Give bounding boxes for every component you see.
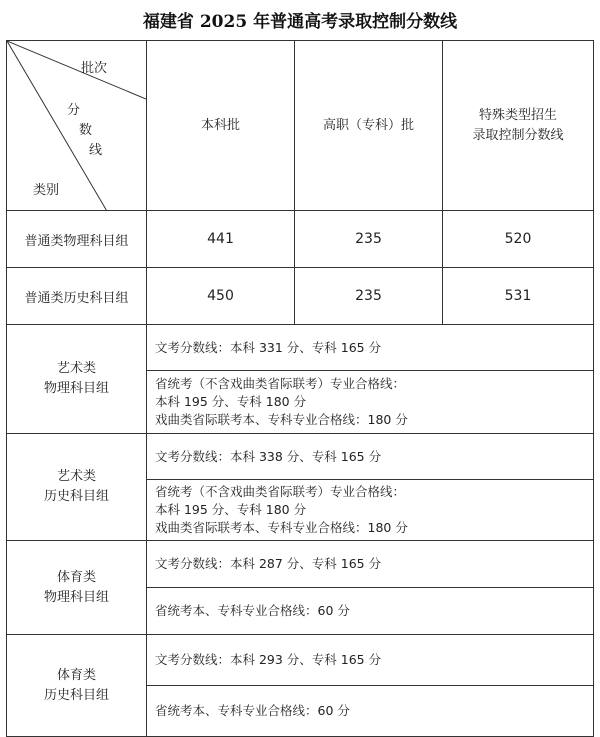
group-label-line2: 物理科目组	[43, 589, 109, 605]
score-special: 520	[443, 211, 594, 268]
culture-score-text: 文考分数线：本科 338 分、专科 165 分	[155, 448, 382, 464]
group-label	[7, 541, 147, 635]
diagonal-lines	[7, 41, 146, 210]
culture-score-line	[147, 541, 594, 588]
group-row	[7, 434, 594, 480]
culture-score-line	[147, 434, 594, 480]
table-row	[7, 211, 594, 268]
group-label	[7, 434, 147, 541]
professional-score-line	[147, 480, 594, 541]
professional-score-text-1: 省统考（不含戏曲类省际联考）专业合格线：	[155, 484, 406, 499]
group-label	[7, 325, 147, 434]
professional-score-line	[147, 588, 594, 635]
group-row	[7, 325, 594, 371]
group-label	[7, 635, 147, 737]
table-row	[7, 268, 594, 325]
professional-score-line	[147, 371, 594, 434]
score-vocational: 235	[295, 211, 443, 268]
group-label-line1: 艺术类	[56, 361, 96, 376]
professional-score-text-3: 戏曲类省际联考本、专科专业合格线：180 分	[155, 412, 408, 427]
culture-score-text: 文考分数线：本科 287 分、专科 165 分	[155, 556, 382, 571]
diag-label-score-2: 数	[79, 123, 93, 138]
professional-score-text-1: 省统考（不含戏曲类省际联考）专业合格线：	[155, 376, 406, 391]
professional-score-text: 省统考本、专科专业合格线：60 分	[155, 603, 350, 618]
diag-label-score-1: 分	[67, 103, 81, 118]
diag-label-batch: 批次	[81, 61, 108, 76]
diag-label-category: 类别	[33, 183, 60, 198]
culture-score-line	[147, 325, 594, 371]
col-header-special-line1: 特殊类型招生	[478, 107, 557, 123]
page-title: 福建省 2025 年普通高考录取控制分数线	[142, 12, 458, 32]
diag-label-score-3: 线	[89, 143, 103, 158]
col-header-vocational: 高职（专科）批	[295, 41, 443, 211]
professional-score-text-2: 本科 195 分、专科 180 分	[155, 502, 307, 517]
group-row	[7, 541, 594, 588]
header-row	[7, 41, 594, 211]
culture-score-text: 文考分数线：本科 331 分、专科 165 分	[155, 339, 382, 355]
group-label-line1: 体育类	[56, 667, 96, 683]
group-label-line1: 艺术类	[56, 469, 96, 484]
culture-score-text: 文考分数线：本科 293 分、专科 165 分	[155, 652, 382, 667]
diagonal-header-cell	[7, 41, 147, 211]
group-label-line2: 物理科目组	[43, 381, 109, 396]
group-row	[7, 635, 594, 686]
row-name: 普通类物理科目组	[7, 211, 147, 268]
score-special: 531	[443, 268, 594, 325]
group-label-line2: 历史科目组	[43, 489, 109, 504]
col-header-special	[443, 41, 594, 211]
culture-score-line	[147, 635, 594, 686]
col-header-special-line2: 录取控制分数线	[472, 127, 564, 143]
score-bachelor: 450	[147, 268, 295, 325]
professional-score-line	[147, 686, 594, 737]
score-bachelor: 441	[147, 211, 295, 268]
professional-score-text-3: 戏曲类省际联考本、专科专业合格线：180 分	[155, 520, 408, 535]
score-table	[6, 40, 594, 737]
col-header-bachelor: 本科批	[147, 41, 295, 211]
professional-score-text-2: 本科 195 分、专科 180 分	[155, 394, 307, 409]
professional-score-text: 省统考本、专科专业合格线：60 分	[155, 703, 350, 718]
row-name: 普通类历史科目组	[7, 268, 147, 325]
score-vocational: 235	[295, 268, 443, 325]
group-label-line1: 体育类	[56, 569, 96, 585]
group-label-line2: 历史科目组	[43, 687, 109, 703]
